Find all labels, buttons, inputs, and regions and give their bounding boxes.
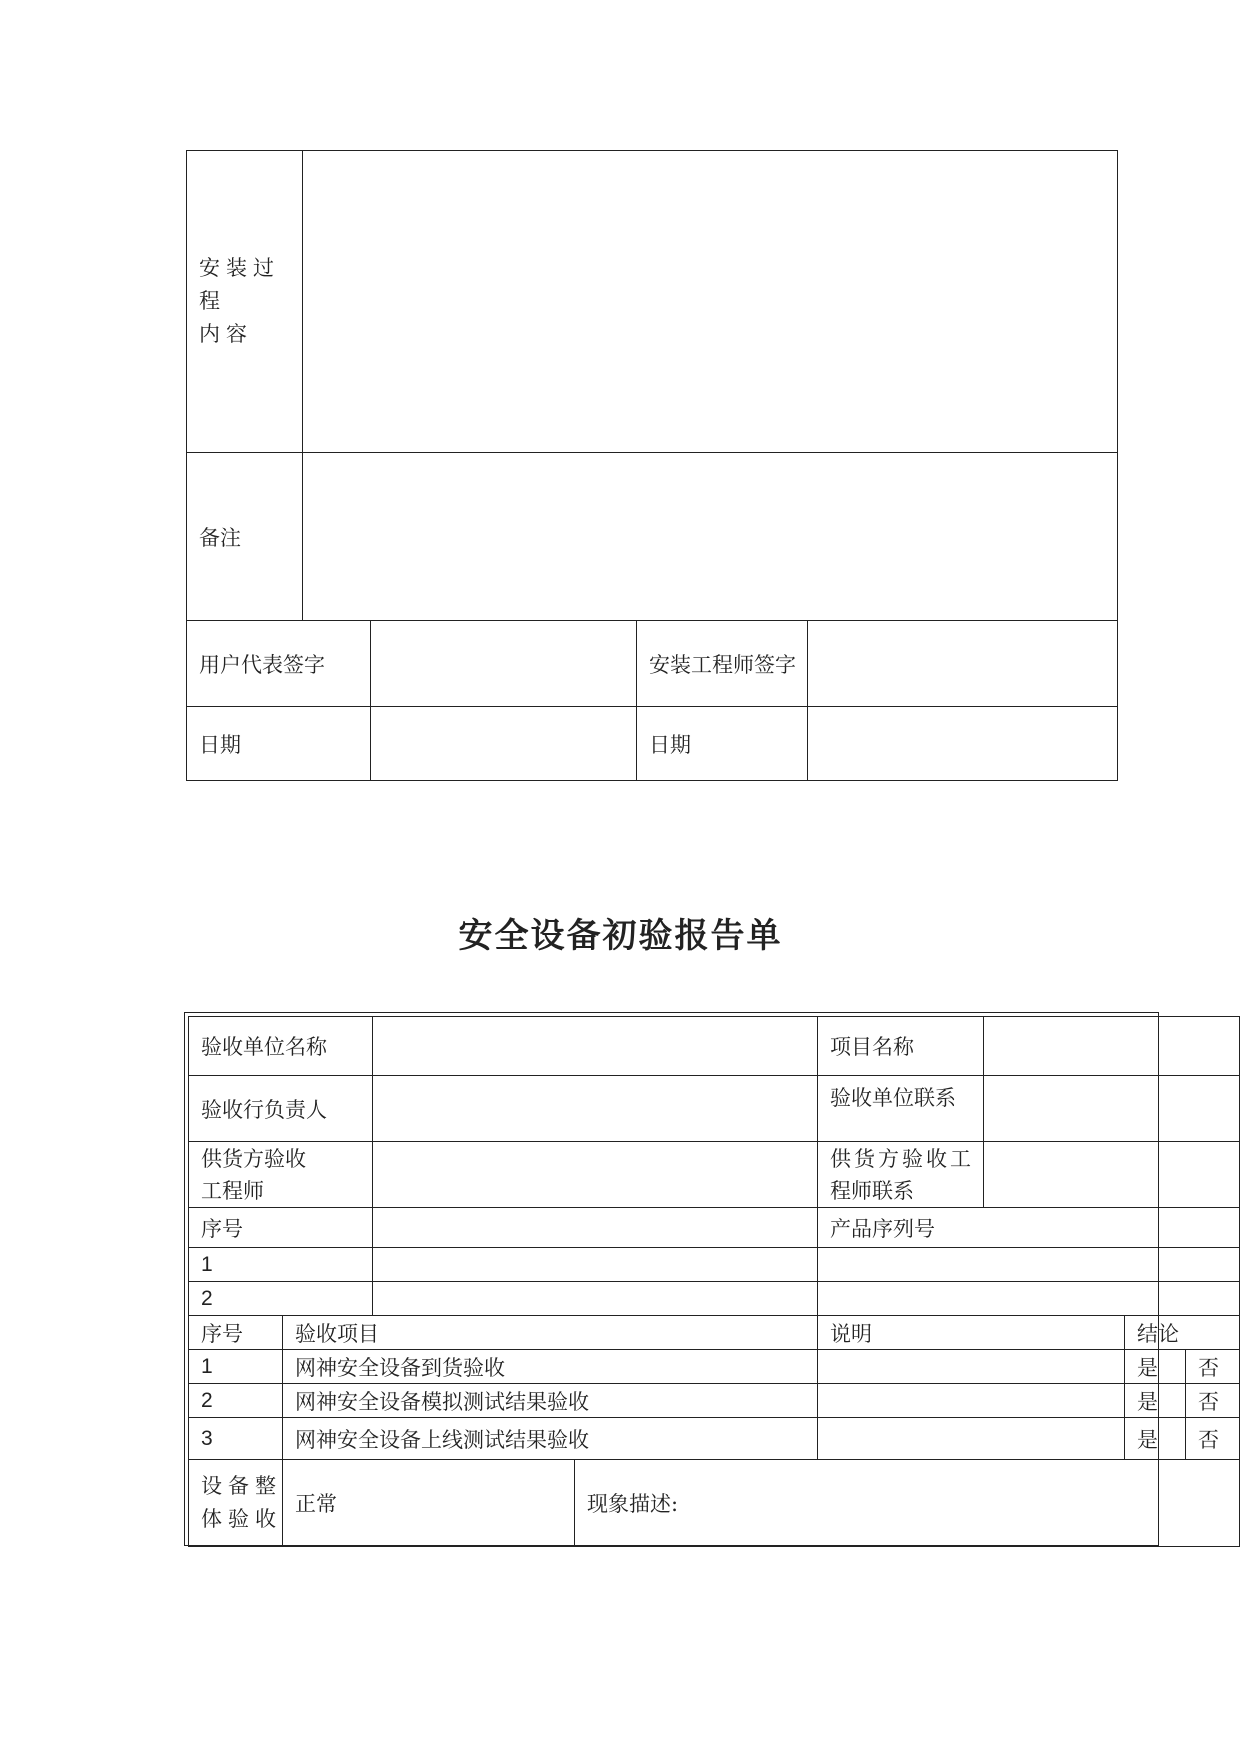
process-content-field[interactable] — [303, 151, 1118, 453]
serial-label: 序号 — [189, 1208, 373, 1248]
date-label-left: 日期 — [187, 707, 371, 781]
remarks-label: 备注 — [187, 453, 303, 621]
supplier-engineer-field[interactable] — [373, 1142, 818, 1208]
items-header-item: 验收项目 — [283, 1316, 818, 1350]
unit-contact-label: 验收单位联系 — [818, 1076, 984, 1142]
unit-contact-field[interactable] — [984, 1076, 1240, 1142]
table-row — [189, 1418, 1240, 1460]
install-form-table — [186, 150, 1118, 781]
overall-status[interactable]: 正常 — [283, 1460, 575, 1547]
product-serial-field[interactable] — [818, 1248, 1240, 1282]
product-serial-field[interactable] — [818, 1282, 1240, 1316]
item-description-field[interactable] — [818, 1418, 1125, 1460]
conclusion-no[interactable]: 否 — [1186, 1418, 1240, 1460]
supplier-contact-field[interactable] — [984, 1142, 1240, 1208]
conclusion-no[interactable]: 否 — [1186, 1384, 1240, 1418]
engineer-sign-label: 安装工程师签字 — [637, 621, 808, 707]
item-name: 网神安全设备模拟测试结果验收 — [283, 1384, 818, 1418]
date-field-right[interactable] — [808, 707, 1118, 781]
date-field-left[interactable] — [371, 707, 637, 781]
project-name-label: 项目名称 — [818, 1017, 984, 1076]
serial-row-field[interactable] — [373, 1248, 818, 1282]
item-number: 3 — [189, 1418, 283, 1460]
engineer-sign-field[interactable] — [808, 621, 1118, 707]
conclusion-no[interactable]: 否 — [1186, 1350, 1240, 1384]
responsible-field[interactable] — [373, 1076, 818, 1142]
serial-header-blank — [373, 1208, 818, 1248]
items-header-description: 说明 — [818, 1316, 1125, 1350]
overall-acceptance-label: 设备整 体验收 — [189, 1460, 283, 1547]
items-header-serial: 序号 — [189, 1316, 283, 1350]
item-name: 网神安全设备到货验收 — [283, 1350, 818, 1384]
item-number: 1 — [189, 1350, 283, 1384]
supplier-engineer-label: 供货方验收 工程师 — [189, 1142, 373, 1208]
serial-row-field[interactable] — [373, 1282, 818, 1316]
serial-row-number: 2 — [189, 1282, 373, 1316]
unit-name-field[interactable] — [373, 1017, 818, 1076]
item-description-field[interactable] — [818, 1384, 1125, 1418]
report-table — [188, 1016, 1240, 1547]
items-header-conclusion: 结论 — [1125, 1316, 1240, 1350]
user-sign-field[interactable] — [371, 621, 637, 707]
conclusion-yes[interactable]: 是 — [1125, 1384, 1186, 1418]
phenomenon-description[interactable]: 现象描述: — [575, 1460, 1240, 1547]
supplier-contact-label: 供货方验收工 程师联系 — [818, 1142, 984, 1208]
report-title: 安全设备初验报告单 — [458, 916, 783, 956]
user-sign-label: 用户代表签字 — [187, 621, 371, 707]
product-serial-label: 产品序列号 — [818, 1208, 1240, 1248]
responsible-label: 验收行负责人 — [189, 1076, 373, 1142]
item-description-field[interactable] — [818, 1350, 1125, 1384]
conclusion-yes[interactable]: 是 — [1125, 1418, 1186, 1460]
process-content-label: 安装过程 内容 — [187, 151, 303, 453]
item-name: 网神安全设备上线测试结果验收 — [283, 1418, 818, 1460]
date-label-right: 日期 — [637, 707, 808, 781]
item-number: 2 — [189, 1384, 283, 1418]
conclusion-yes[interactable]: 是 — [1125, 1350, 1186, 1384]
serial-row-number: 1 — [189, 1248, 373, 1282]
unit-name-label: 验收单位名称 — [189, 1017, 373, 1076]
remarks-field[interactable] — [303, 453, 1118, 621]
table-row — [189, 1384, 1240, 1418]
table-row — [189, 1350, 1240, 1384]
project-name-field[interactable] — [984, 1017, 1240, 1076]
